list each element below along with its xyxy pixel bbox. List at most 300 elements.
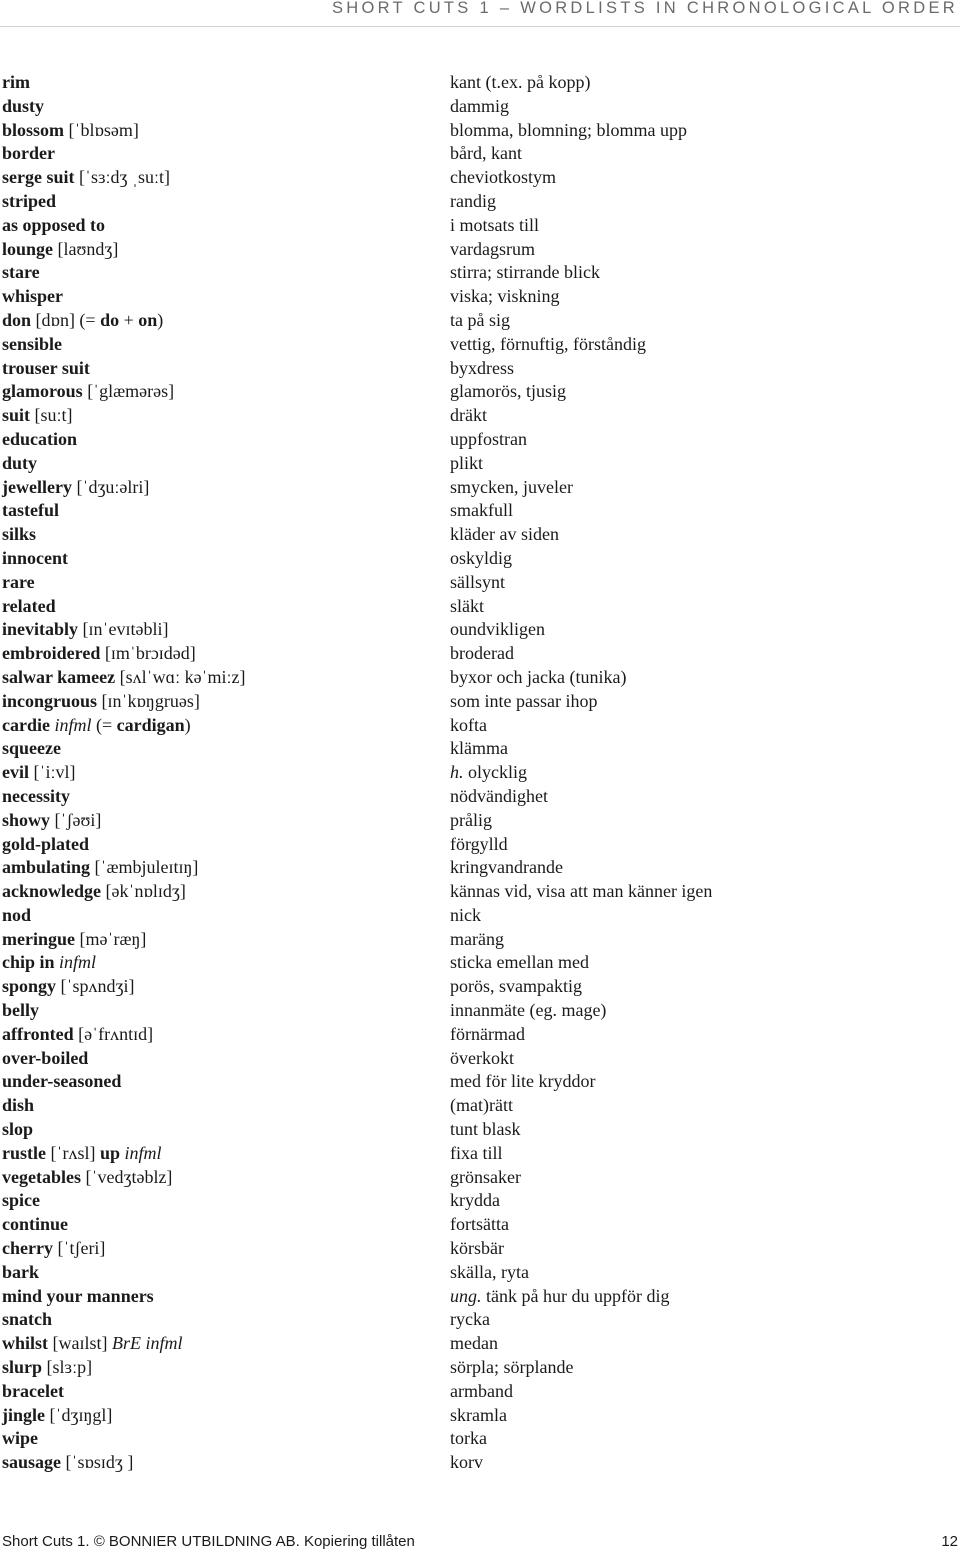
word-row (0, 1308, 960, 1332)
text-segment: oundvikligen (450, 619, 545, 640)
word-row (0, 1070, 960, 1094)
word-row (0, 737, 960, 761)
text-segment: porös, svampaktig (450, 976, 582, 997)
swedish-translation (450, 476, 573, 500)
word-row (0, 309, 960, 333)
text-segment: överkokt (450, 1047, 514, 1068)
word-row (0, 214, 960, 238)
text-segment: fortsätta (450, 1214, 509, 1235)
text-segment: vettig, förnuftig, förståndig (450, 333, 646, 354)
word-row (0, 1285, 960, 1309)
swedish-translation (450, 404, 487, 428)
headword-segment: snatch (2, 1309, 53, 1330)
english-term (2, 1142, 162, 1166)
text-segment: ) (157, 309, 164, 330)
footer-copyright: Short Cuts 1. © BONNIER UTBILDNING AB. Kopiering tillåten (2, 1533, 415, 1550)
english-term (2, 1404, 112, 1428)
english-term (2, 737, 61, 761)
headword-segment: gold-plated (2, 833, 90, 854)
swedish-translation (450, 642, 514, 666)
swedish-translation (450, 71, 590, 95)
english-term (2, 1332, 183, 1356)
text-segment: [ɪnˈevɪtəbli] (78, 619, 169, 640)
headword-segment: duty (2, 452, 38, 473)
label-segment: infml (59, 952, 97, 973)
word-row (0, 428, 960, 452)
english-term (2, 595, 56, 619)
headword-segment: whisper (2, 286, 64, 307)
english-term (2, 71, 30, 95)
text-segment: fixa till (450, 1142, 503, 1163)
english-term (2, 714, 191, 738)
word-row (0, 1213, 960, 1237)
english-term (2, 214, 105, 238)
english-term (2, 499, 59, 523)
text-segment: bård, kant (450, 143, 522, 164)
word-row (0, 1166, 960, 1190)
footer-page-number: 12 (941, 1533, 958, 1550)
text-segment: armband (450, 1380, 513, 1401)
word-row (0, 1356, 960, 1380)
headword-segment: embroidered (2, 643, 101, 664)
headword-segment: vegetables (2, 1166, 81, 1187)
text-segment: klämma (450, 738, 508, 759)
word-row (0, 142, 960, 166)
headword-segment: acknowledge (2, 881, 101, 902)
swedish-translation (450, 1094, 513, 1118)
word-row (0, 1047, 960, 1071)
word-row (0, 1332, 960, 1356)
text-segment: förgylld (450, 833, 508, 854)
text-segment: uppfostran (450, 428, 527, 449)
swedish-translation (450, 975, 582, 999)
text-segment: maräng (450, 928, 504, 949)
headword-segment: as opposed to (2, 214, 106, 235)
text-segment: broderad (450, 643, 514, 664)
headword-segment: suit (2, 405, 31, 426)
text-segment: förnärmad (450, 1023, 525, 1044)
page-header-title: SHORT CUTS 1 – WORDLISTS IN CHRONOLOGICAL ORDER (331, 0, 958, 17)
swedish-translation (450, 333, 646, 357)
english-term (2, 476, 149, 500)
text-segment: [ˈdʒɪŋgl] (45, 1404, 113, 1425)
headword-segment: dish (2, 1095, 35, 1116)
english-term (2, 1047, 88, 1071)
headword-segment: do (100, 309, 120, 330)
english-term (2, 309, 163, 333)
english-term (2, 642, 196, 666)
swedish-translation (450, 1237, 504, 1261)
word-row (0, 1380, 960, 1404)
swedish-translation (450, 571, 505, 595)
headword-segment: inevitably (2, 619, 79, 640)
headword-segment: jewellery (2, 476, 72, 497)
word-row (0, 190, 960, 214)
swedish-translation (450, 1213, 509, 1237)
text-segment: randig (450, 190, 496, 211)
word-row (0, 975, 960, 999)
word-row (0, 761, 960, 785)
english-term (2, 1380, 64, 1404)
swedish-translation (450, 1166, 521, 1190)
english-term (2, 928, 146, 952)
english-term (2, 1427, 38, 1451)
word-row (0, 999, 960, 1023)
word-row (0, 1118, 960, 1142)
swedish-translation (450, 428, 527, 452)
label-segment: infml (54, 714, 92, 735)
headword-segment: rare (2, 571, 35, 592)
headword-segment: border (2, 143, 55, 164)
swedish-translation (450, 785, 548, 809)
headword-segment: incongruous (2, 690, 98, 711)
headword-segment: silks (2, 524, 37, 545)
swedish-translation (450, 547, 512, 571)
english-term (2, 833, 89, 857)
headword-segment: lounge (2, 238, 54, 259)
text-segment: tunt blask (450, 1119, 521, 1140)
swedish-translation (450, 119, 687, 143)
headword-segment: nod (2, 904, 32, 925)
swedish-translation (450, 1332, 498, 1356)
word-row (0, 951, 960, 975)
text-segment: kläder av siden (450, 524, 559, 545)
english-term (2, 1189, 40, 1213)
english-term (2, 142, 55, 166)
swedish-translation (450, 737, 508, 761)
english-term (2, 523, 36, 547)
text-segment: [slɜːp] (42, 1357, 93, 1378)
text-segment: [ˈglæmərəs] (82, 381, 175, 402)
headword-segment: up (99, 1142, 121, 1163)
text-segment: ) (184, 714, 191, 735)
swedish-translation (450, 285, 560, 309)
text-segment: [ˈæmbjuleɪtɪŋ] (90, 857, 199, 878)
word-row (0, 380, 960, 404)
swedish-translation (450, 1380, 513, 1404)
swedish-translation (450, 1261, 529, 1285)
headword-segment: mind your manners (2, 1285, 154, 1306)
text-segment: [ˈdʒuːəlri] (71, 476, 150, 497)
word-row (0, 95, 960, 119)
word-row (0, 1427, 960, 1451)
text-segment: viska; viskning (450, 286, 560, 307)
headword-segment: slop (2, 1119, 34, 1140)
swedish-translation (450, 880, 712, 904)
text-segment: skramla (450, 1404, 507, 1425)
swedish-translation (450, 833, 508, 857)
text-segment: [əkˈnɒlɪdʒ] (101, 881, 186, 902)
text-segment: [waɪlst] (48, 1333, 112, 1354)
word-row (0, 166, 960, 190)
swedish-translation (450, 1023, 525, 1047)
headword-segment: squeeze (2, 738, 61, 759)
text-segment: oskyldig (450, 547, 513, 568)
text-segment: [ɪnˈkɒŋgruəs] (97, 690, 200, 711)
word-row (0, 285, 960, 309)
text-segment: dammig (450, 95, 509, 116)
english-term (2, 690, 200, 714)
headword-segment: under-seasoned (2, 1071, 122, 1092)
word-row (0, 547, 960, 571)
text-segment: ta på sig (450, 309, 510, 330)
word-row (0, 856, 960, 880)
word-row (0, 880, 960, 904)
word-row (0, 357, 960, 381)
word-row (0, 452, 960, 476)
headword-segment: cardie (2, 714, 50, 735)
label-segment: ung. (450, 1285, 482, 1306)
text-segment: (= (91, 714, 117, 735)
english-term (2, 261, 40, 285)
english-term (2, 1118, 33, 1142)
word-row (0, 690, 960, 714)
headword-segment: slurp (2, 1357, 43, 1378)
text-segment: sticka emellan med (450, 952, 589, 973)
swedish-translation (450, 1118, 521, 1142)
word-row (0, 1261, 960, 1285)
word-row (0, 642, 960, 666)
text-segment: + (119, 309, 139, 330)
english-term (2, 571, 35, 595)
swedish-translation (450, 904, 481, 928)
headword-segment: showy (2, 809, 51, 830)
text-segment: cheviotkostym (450, 167, 556, 188)
text-segment: i motsats till (450, 214, 540, 235)
swedish-translation (450, 499, 513, 523)
english-term (2, 761, 76, 785)
english-term (2, 904, 31, 928)
english-term (2, 666, 246, 690)
word-row (0, 809, 960, 833)
word-row (0, 833, 960, 857)
headword-segment: bark (2, 1261, 40, 1282)
headword-segment: tasteful (2, 500, 59, 521)
swedish-translation (450, 1308, 490, 1332)
word-row (0, 785, 960, 809)
swedish-translation (450, 1404, 507, 1428)
headword-segment: sensible (2, 333, 63, 354)
text-segment: krydda (450, 1190, 500, 1211)
headword-segment: trouser suit (2, 357, 90, 378)
headword-segment: cherry (2, 1238, 53, 1259)
text-segment: nödvändighet (450, 785, 548, 806)
word-row (0, 333, 960, 357)
text-segment: [ˈspʌndʒi] (56, 976, 135, 997)
headword-segment: ambulating (2, 857, 91, 878)
word-row (0, 238, 960, 262)
english-term (2, 809, 101, 833)
text-segment: [sʌlˈwɑː kəˈmiːz] (115, 666, 246, 687)
headword-segment: stare (2, 262, 40, 283)
text-segment: [ˈsɜːdʒ ˌsuːt] (74, 167, 171, 188)
text-segment: grönsaker (450, 1166, 521, 1187)
headword-segment: spongy (2, 976, 57, 997)
headword-segment: whilst (2, 1333, 49, 1354)
english-term (2, 1308, 52, 1332)
swedish-translation (450, 261, 600, 285)
text-segment: glamorös, tjusig (450, 381, 566, 402)
text-segment: [ˈvedʒtəblz] (80, 1166, 173, 1187)
text-segment: korv (450, 1452, 483, 1473)
english-term (2, 547, 68, 571)
word-row (0, 714, 960, 738)
swedish-translation (450, 95, 509, 119)
word-row (0, 71, 960, 95)
english-term (2, 1261, 39, 1285)
text-segment: torka (450, 1428, 487, 1449)
swedish-translation (450, 1142, 503, 1166)
english-term (2, 428, 77, 452)
headword-segment: bracelet (2, 1380, 64, 1401)
word-row (0, 1237, 960, 1261)
headword-segment: continue (2, 1214, 69, 1235)
text-segment: skälla, ryta (450, 1261, 529, 1282)
english-term (2, 95, 44, 119)
english-term (2, 951, 96, 975)
english-term (2, 1356, 92, 1380)
swedish-translation (450, 809, 492, 833)
english-term (2, 1237, 105, 1261)
word-row (0, 476, 960, 500)
english-term (2, 618, 168, 642)
word-row (0, 1142, 960, 1166)
text-segment: sällsynt (450, 571, 506, 592)
label-segment: BrE infml (112, 1333, 183, 1354)
swedish-translation (450, 452, 483, 476)
text-segment: blomma, blomning; blomma upp (450, 119, 687, 140)
text-segment: [əˈfrʌntɪd] (73, 1023, 154, 1044)
headword-segment: striped (2, 190, 56, 211)
headword-segment: spice (2, 1190, 40, 1211)
word-row (0, 618, 960, 642)
headword-segment: dusty (2, 95, 45, 116)
text-segment: byxdress (450, 357, 514, 378)
english-term (2, 856, 198, 880)
english-term (2, 880, 186, 904)
text-segment: kofta (450, 714, 487, 735)
headword-segment: related (2, 595, 56, 616)
english-term (2, 357, 90, 381)
swedish-translation (450, 1047, 514, 1071)
swedish-translation (450, 214, 539, 238)
text-segment: sörpla; sörplande (450, 1357, 574, 1378)
swedish-translation (450, 523, 559, 547)
text-segment: släkt (450, 595, 484, 616)
swedish-translation (450, 309, 510, 333)
swedish-translation (450, 380, 566, 404)
headword-segment: necessity (2, 785, 70, 806)
english-term (2, 404, 73, 428)
wordlist (0, 71, 960, 1475)
text-segment: [ɪmˈbrɔɪdəd] (100, 643, 196, 664)
text-segment: med för lite kryddor (450, 1071, 596, 1092)
word-row (0, 666, 960, 690)
text-segment: byxor och jacka (tunika) (450, 666, 627, 687)
headword-segment: affronted (2, 1023, 74, 1044)
swedish-translation (450, 142, 522, 166)
swedish-translation (450, 595, 484, 619)
word-row (0, 499, 960, 523)
text-segment: [laʊndʒ] (53, 238, 119, 259)
word-row (0, 523, 960, 547)
text-segment: [dɒn] (= (31, 309, 101, 330)
swedish-translation (450, 618, 545, 642)
text-segment: [suːt] (30, 405, 73, 426)
word-row (0, 119, 960, 143)
english-term (2, 1070, 121, 1094)
word-row (0, 595, 960, 619)
headword-segment: rustle (2, 1142, 46, 1163)
swedish-translation (450, 238, 535, 262)
swedish-translation (450, 666, 626, 690)
english-term (2, 785, 70, 809)
swedish-translation (450, 690, 597, 714)
word-row (0, 1451, 960, 1475)
swedish-translation (450, 1427, 487, 1451)
text-segment: [ˈiːvl] (29, 762, 76, 783)
text-segment: innanmäte (eg. mage) (450, 1000, 607, 1021)
headword-segment: evil (2, 762, 29, 783)
swedish-translation (450, 714, 487, 738)
headword-segment: sausage (2, 1452, 62, 1473)
english-term (2, 190, 56, 214)
text-segment: smycken, juveler (450, 476, 573, 497)
swedish-translation (450, 357, 514, 381)
word-row (0, 571, 960, 595)
headword-segment: blossom (2, 119, 65, 140)
text-segment: plikt (450, 452, 484, 473)
english-term (2, 1285, 154, 1309)
english-term (2, 285, 63, 309)
english-term (2, 1451, 133, 1475)
english-term (2, 166, 170, 190)
swedish-translation (450, 1356, 573, 1380)
swedish-translation (450, 761, 527, 785)
english-term (2, 1166, 172, 1190)
headword-segment: over-boiled (2, 1047, 89, 1068)
headword-segment: rim (2, 72, 30, 92)
swedish-translation (450, 1189, 500, 1213)
header-divider (0, 26, 960, 27)
word-row (0, 1404, 960, 1428)
english-term (2, 333, 62, 357)
word-row (0, 404, 960, 428)
text-segment: [ˈʃəʊi] (50, 809, 102, 830)
headword-segment: on (138, 309, 158, 330)
text-segment: dräkt (450, 405, 487, 426)
headword-segment: salwar kameez (2, 666, 116, 687)
text-segment: smakfull (450, 500, 513, 521)
text-segment: prålig (450, 809, 492, 830)
text-segment: stirra; stirrande blick (450, 262, 600, 283)
swedish-translation (450, 928, 504, 952)
english-term (2, 452, 37, 476)
swedish-translation (450, 856, 563, 880)
text-segment: kant (t.ex. på kopp) (450, 72, 591, 92)
word-row (0, 1189, 960, 1213)
headword-segment: chip in (2, 952, 55, 973)
swedish-translation (450, 951, 589, 975)
headword-segment: don (2, 309, 32, 330)
english-term (2, 119, 139, 143)
headword-segment: serge suit (2, 167, 75, 188)
english-term (2, 999, 39, 1023)
text-segment: [ˈrʌsl] (46, 1142, 100, 1163)
swedish-translation (450, 190, 496, 214)
text-segment: [ˈtʃeri] (52, 1238, 106, 1259)
headword-segment: glamorous (2, 381, 83, 402)
